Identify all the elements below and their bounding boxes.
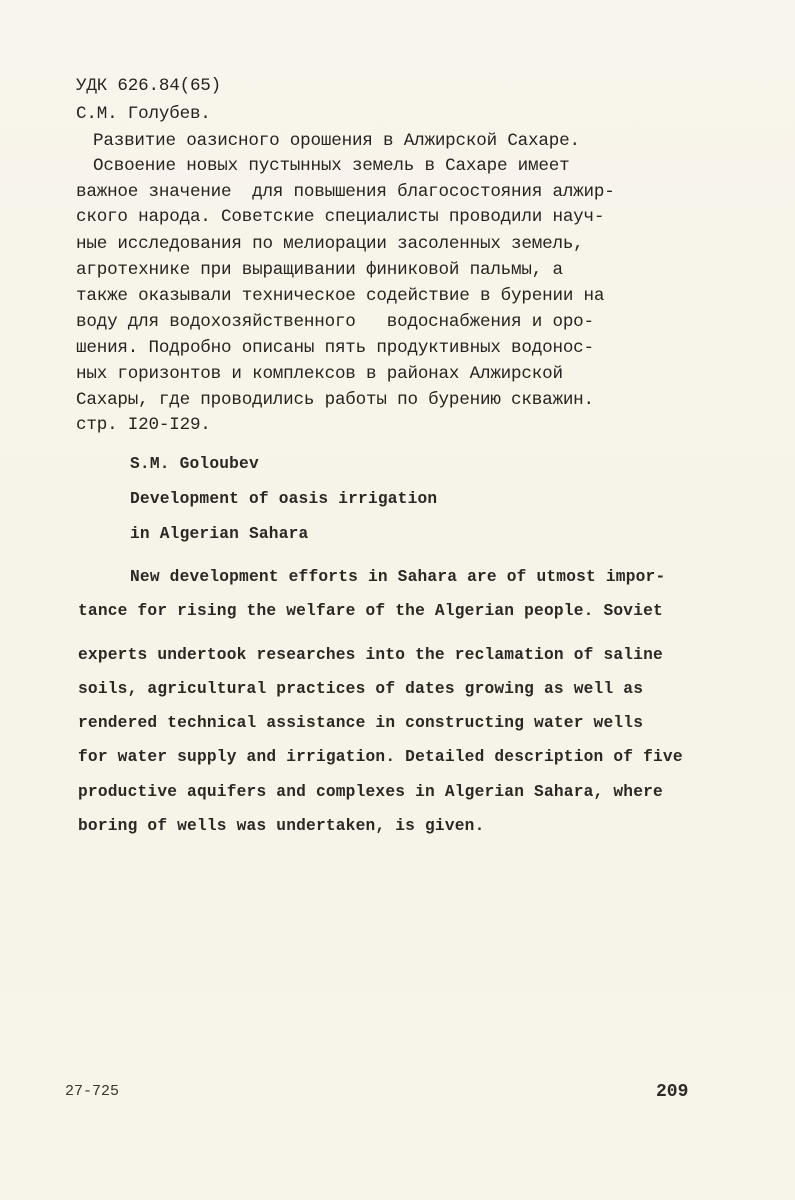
russian-text-line: воду для водохозяйственного водоснабжения и оро-	[76, 312, 594, 332]
russian-text-line: ского народа. Советские специалисты проводили науч-	[76, 207, 605, 227]
russian-text-line: шения. Подробно описаны пять продуктивных водонос-	[76, 338, 594, 358]
russian-text-line: агротехнике при выращивании финиковой пальмы, а	[76, 260, 563, 280]
english-title-line-1: Development of oasis irrigation	[130, 490, 438, 508]
russian-author: С.М. Голубев.	[76, 104, 211, 124]
udc-code: УДК 626.84(65)	[76, 76, 222, 96]
english-text-line: New development efforts in Sahara are of utmost impor-	[130, 568, 666, 586]
english-text-line: for water supply and irrigation. Detailed description of five	[78, 748, 683, 766]
english-text-line: experts undertook researches into the reclamation of saline	[78, 646, 663, 664]
english-text-line: rendered technical assistance in constructing water wells	[78, 714, 644, 732]
document-code: 27-725	[65, 1083, 120, 1100]
russian-text-line: Сахары, где проводились работы по бурению скважин.	[76, 390, 594, 410]
russian-title: Развитие оазисного орошения в Алжирской Сахаре.	[93, 131, 580, 151]
english-text-line: tance for rising the welfare of the Algerian people. Soviet	[78, 602, 663, 620]
english-title-line-2: in Algerian Sahara	[130, 525, 309, 543]
page-number: 209	[656, 1082, 689, 1102]
russian-text-line: ные исследования по мелиорации засоленных земель,	[76, 234, 584, 254]
english-text-line: productive aquifers and complexes in Algerian Sahara, where	[78, 783, 663, 801]
english-text-line: boring of wells was undertaken, is given.	[78, 817, 485, 835]
english-text-line: soils, agricultural practices of dates growing as well as	[78, 680, 644, 698]
russian-text-line: Освоение новых пустынных земель в Сахаре имеет	[93, 156, 570, 176]
english-author: S.M. Goloubev	[130, 455, 259, 473]
russian-text-line: также оказывали техническое содействие в бурении на	[76, 286, 605, 306]
russian-pages: стр. I20-I29.	[76, 415, 211, 435]
russian-text-line: важное значение для повышения благосостояния алжир-	[76, 182, 615, 202]
russian-text-line: ных горизонтов и комплексов в районах Алжирской	[76, 364, 563, 384]
